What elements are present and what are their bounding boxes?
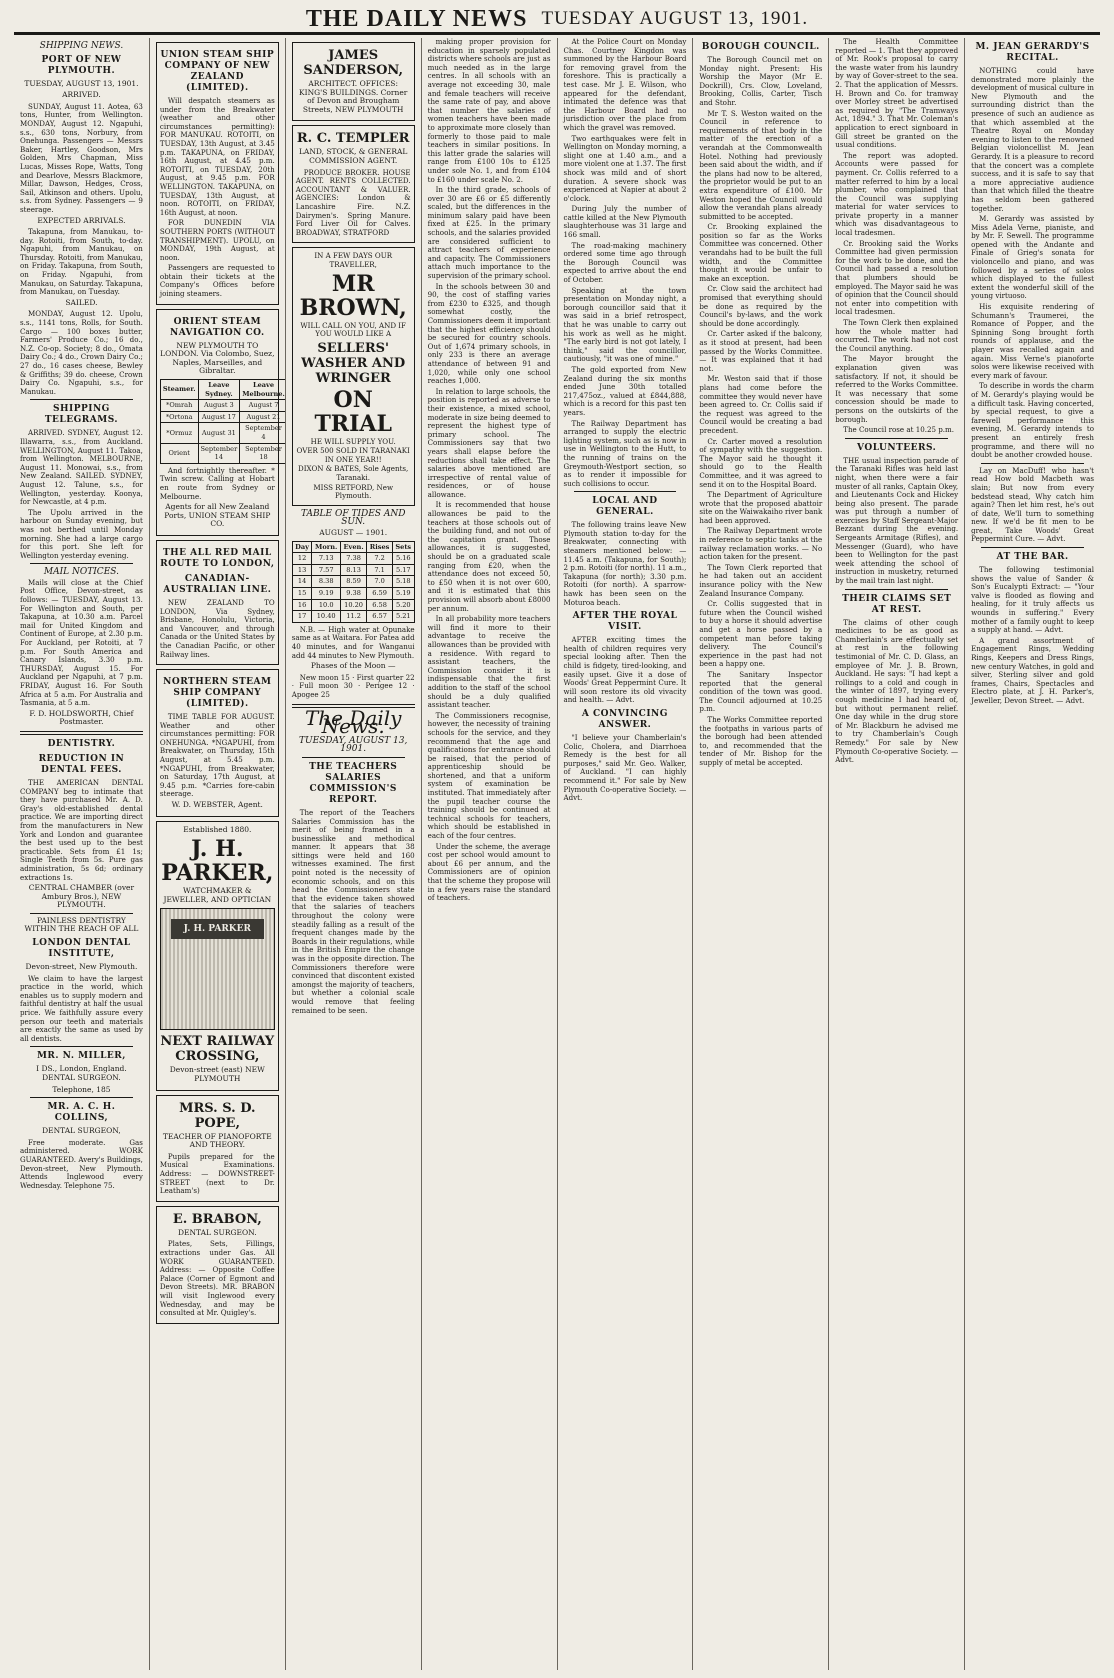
- orient-table-cell: August 17: [198, 411, 240, 423]
- orient-table-row: [160, 423, 285, 443]
- orient-table: [160, 379, 286, 464]
- tides-table-row: [292, 611, 414, 623]
- divider: [981, 547, 1084, 548]
- divider: [30, 1097, 133, 1098]
- editorial-para-5: In all probability more teachers will find it more to their advantage to receive the allowances than be provided with a residence. With regard to assistant teachers, the Commission consider it is indispensable that the first addition to the staff of the school should be a duly qualified assistant teacher.: [427, 614, 551, 710]
- northern-heading: NORTHERN STEAM SHIP COMPANY (LIMITED).: [163, 677, 272, 710]
- telegrams-text: ARRIVED. SYDNEY, August 12. Illawarra, s.s., from Auckland. WELLINGTON, August 11. Takoa, from Wellington. MELBOURNE, August 11. Monowai, s.s., from New Zealand. SAILED. SYDNEY, August 12. Talune, s.s., for Wellington, yesterday. Koonya, for Newcastle, at 4 p.m.: [20, 428, 143, 507]
- volunteers-heading: VOLUNTEERS.: [857, 442, 937, 453]
- union-heading: UNION STEAM SHIP COMPANY OF NEW ZEALAND (LIMITED).: [160, 50, 275, 93]
- tides-table-cell: 6.57: [367, 611, 393, 623]
- tides-table-cell: 7.0: [367, 576, 393, 588]
- tides-table-cell: 13: [292, 564, 312, 576]
- tides-table-cell: Sets: [392, 541, 414, 553]
- borough-para-10: Cr. Collis suggested that in future when the Council wished to buy a horse it should advertise and get a horse passed by a competent man before taking delivery. The Council's experience in the past had not been a happy one.: [699, 599, 823, 669]
- sanderson-ad: [292, 42, 415, 121]
- earthquake-item: Two earthquakes were felt in Wellington on Monday morning, a slight one at 1.40 a.m., and a more violent one at 1.37. The first shock was mild and of short duration. A severe shock was experienced at Napier at about 2 o'clock.: [563, 133, 687, 203]
- brabon-sub: DENTAL SURGEON.: [178, 1227, 257, 1237]
- brabon-ad: [156, 1206, 279, 1324]
- miller-telephone: Telephone, 185: [52, 1084, 111, 1094]
- orient-table-cell: September 14: [198, 443, 240, 463]
- recital-para-2: M. Gerardy was assisted by Miss Adela Verne, pianiste, and by Mr. F. Sewell. The programme opened with the Andante and Finale of Grieg's sonata for violoncello and piano, and was followed by a series of solos which displayed to the fullest extent the wonderful skill of the young virtuoso.: [971, 214, 1094, 301]
- on-trial: ON TRIAL: [314, 386, 392, 437]
- health-para-5: The Council rose at 10.25 p.m.: [843, 425, 955, 435]
- divider: [30, 1046, 133, 1047]
- orient-table-cell: Leave Sydney.: [198, 380, 240, 400]
- templer-heading: R. C. TEMPLER: [296, 131, 410, 147]
- railway-crossing: NEXT RAILWAY CROSSING,: [160, 1034, 275, 1065]
- police-court: At the Police Court on Monday Chas. Courtney Kingdon was summoned by the Harbour Board for removing gravel from the foreshore. This is practically a test case. Mr J. E. Wilson, who appeared for the defendant, intimated the defence was that the Harbour Board had no jurisdiction over the place from which the gravel was removed.: [563, 38, 687, 132]
- editorial-date: TUESDAY, AUGUST 13, 1901.: [298, 735, 408, 755]
- column-8: [965, 38, 1100, 1670]
- railway-sub: Devon-street (east) NEW PLYMOUTH: [169, 1065, 265, 1083]
- pope-heading: MRS. S. D. POPE,: [179, 1100, 256, 1131]
- councillor-item: Speaking at the town presentation on Monday night, a borough councillor said that it was said in a brief retrospect, that he was unable to carry out his work as well as he might. "The early bird is not got lately, I think," said the councillor, cautiously, "it was one of mine.": [563, 285, 687, 364]
- recital-para-4: To describe in words the charm of M. Gerardy's playing would be a difficult task. Having concerted, by special request, to give a farewell performance this evening, M. Gerardy intends to present an entirely fresh programme, and there will no doubt be another crowded house.: [971, 381, 1094, 460]
- tides-table-cell: Rises: [367, 541, 393, 553]
- divider: [302, 757, 405, 758]
- parker-ad: [156, 821, 279, 1091]
- railway-item: The Railway Department has arranged to supply the electric lighting system, such as is now in use in Wellington to the Hutt, to the running of trains on the Greymouth-Westport section, so as to render it impossible for such collisions to occur.: [563, 418, 687, 488]
- borough-para-11: The Sanitary Inspector reported that the general condition of the town was good. The Council adjourned at 10.25 p.m.: [699, 669, 823, 714]
- parker-sub: WATCHMAKER & JEWELLER, AND OPTICIAN: [163, 886, 272, 904]
- orient-table-cell: August 7: [240, 400, 286, 412]
- tides-table-cell: 10.20: [340, 599, 366, 611]
- mail-notices-text: Mails will close at the Chief Post Office, Devon-street, as follows: — TUESDAY, August 13. For Wellington and South, per Takapuna, at 10.30 a.m. Parcel mail for United Kingdom and Continent of Europe, at 2.30 p.m. For Auckland, per Rotoiti, at 7 p.m. For South America and Canary Islands, 3.30 p.m. THURSDAY, August 15. For Auckland per Ngapuhi, at 7 p.m. FRIDAY, August 16. For South Africa at 5 a.m. For Australia and Tasmania, at 5 a.m.: [20, 577, 143, 708]
- health-para-2: Cr. Brooking said the Works Committee had given permission for the work to be done, and the Council had passed a resolution that plumbers should be employed. The Mayor said he was of opinion that the Council should not enter into competition with local tradesmen.: [835, 238, 959, 317]
- bar-heading: AT THE BAR.: [996, 552, 1069, 563]
- bar-text: The following testimonial shows the value of Sander & Son's Eucalypti Extract: — "Your valve is flooded as flowing and healing, for it truly affects us wounds in suffering." Every mother of a family ought to keep a supply at hand. — Advt.: [971, 565, 1094, 635]
- brabon-text: Plates, Sets, Fillings, extractions under Gas. All WORK GUARANTEED. Address: — Opposite Coffee Palace (Corner of Egmont and Devon Streets). MR. BRABON will visit Inglewood every Wednesday, and may be consulted at Mr. Quigley's.: [159, 1239, 275, 1318]
- tides-table-cell: Morn.: [312, 541, 341, 553]
- tides-table-cell: 7.13: [312, 553, 341, 565]
- dixon-agents: DIXON & BATES, Sole Agents, Taranaki.: [298, 464, 409, 483]
- trial-sub: HE WILL SUPPLY YOU.: [310, 436, 396, 446]
- orient-table-cell: *Omrah: [160, 400, 198, 412]
- orient-table-cell: Leave Melbourne.: [240, 380, 286, 400]
- canadian-text: NEW ZEALAND TO LONDON, Via Sydney, Brisbane, Honolulu, Victoria, and Vancouver, and through Canada or the United States by the Canadian Pacific, or other Railway lines.: [159, 597, 275, 659]
- parker-established: Established 1880.: [183, 824, 252, 834]
- orient-table-row: [160, 380, 285, 400]
- column-7: [829, 38, 965, 1670]
- pope-sub: TEACHER OF PIANOFORTE AND THEORY.: [162, 1131, 272, 1150]
- northern-ad: [156, 669, 279, 817]
- orient-table-cell: August 31: [198, 423, 240, 443]
- masthead-rule: [14, 34, 1100, 35]
- telegrams-heading: SHIPPING TELEGRAMS.: [44, 404, 119, 426]
- editorial-lead: making proper provision for education in sparsely populated districts where schools are just as much needed as in the large centres. In all schools with an average not exceeding 30, male and female teachers will receive the same rate of pay, and above that number the salaries of women teachers have been made to approximate more closely than formerly to those paid to male teachers in similar positions. In this latter grade the salaries will range from £100 10s to £125 under sole No. 1, and from £104 to £160 under scale No. 2.: [427, 38, 551, 184]
- editorial-para-4: It is recommended that house allowances be paid to the teachers at those schools out of the building fund, and not out of the capitation grant. Those allowances, it is suggested, should be on a graduated scale ranging from £20, when the attendance does not exceed 50, to £50 when it is not over 600, and it is estimated that this provision will absorb about £8000 per annum.: [427, 500, 551, 613]
- tides-note: N.B. — High water at Opunake same as at Waitara. For Patea add 40 minutes, and for Wanganui add 44 minutes to New Plymouth.: [291, 624, 415, 660]
- tides-table: [292, 541, 415, 623]
- divider: [30, 913, 133, 914]
- borough-para-1: Mr T. S. Weston waited on the Council in reference to requirements of that body in the matter of the erection of a verandah at the Commonwealth Hotel. Nothing had previously been said about the width, and if the plans had now to be altered, the proprietor would be put to an extra expenditure of £100. Mr Weston hoped the Council would allow the verandah plans already submitted to be accepted.: [699, 108, 823, 221]
- tides-table-cell: 7.57: [312, 564, 341, 576]
- orient-heading: ORIENT STEAM NAVIGATION CO.: [169, 316, 265, 338]
- shop-sign: J. H. PARKER: [171, 919, 264, 939]
- mr-brown: MR BROWN,: [299, 270, 407, 321]
- teachers-heading: THE TEACHERS SALARIES COMMISSION'S REPORT.: [309, 761, 398, 805]
- central-chamber: CENTRAL CHAMBER (over Ambury Bros.), NEW PLYMOUTH.: [28, 883, 135, 910]
- editorial-para-3: In relation to large schools, the position is reported as adverse to their existence, a mixed school, moderate in size being deemed to represent the highest type of primary school. The Commissioners say that two years shall elapse before the reductions shall take effect. The salaries above mentioned are irrespective of rental value of residences, or of house allowance.: [427, 386, 551, 499]
- reduction-heading: REDUCTION IN DENTAL FEES.: [38, 753, 125, 775]
- column-6: [693, 38, 829, 1670]
- pope-ad: [156, 1095, 279, 1202]
- tides-table-cell: 7.1: [367, 564, 393, 576]
- royal-visit-text: AFTER exciting times the health of children requires very special looking after. Then the child is fidgety, tired-looking, and easily upset. Give it a dose of Woods' Great Peppermint Cure. It will soon restore its old vivacity and health. — Advt.: [563, 635, 687, 705]
- columns: [14, 38, 1100, 1670]
- tides-table-cell: 5.18: [392, 576, 414, 588]
- column-5: [558, 38, 694, 1670]
- tides-table-cell: 12: [292, 553, 312, 565]
- upolu-paragraph: The Upolu arrived in the harbour on Sunday evening, but was not berthed until Monday morning. She had a large cargo for this port. She left for Wellington yesterday evening.: [20, 507, 143, 560]
- collins-text: Free moderate. Gas administered. WORK GUARANTEED. Avery's Buildings, Devon-street, New Plymouth. Attends Inglewood every Wednesday. Telephone 75.: [20, 1137, 143, 1190]
- claims-text: The claims of other cough medicines to be as good as Chamberlain's are effectually set at rest in the following testimonial of Mr. C. D. Glass, an employee of Mr. J. B. Brown, Auckland. He says: "I had kept a rollings to a cold and cough in the winter of 1897, trying every cough medicine I had heard of, but without permanent relief. One day while in the drug store of Mr. Blackburn he advised me to try Chamberlain's Cough Remedy." For sale by New Plymouth Co-operative Society. — Advt.: [835, 617, 959, 765]
- orient-table-row: [160, 443, 285, 463]
- column-3: [286, 38, 422, 1670]
- local-general-text: The following trains leave New Plymouth station to-day for the Breakwater, connecting with steamers mentioned below: — 11.45 a.m. (Takapuna, for South); 2 p.m. Rotoiti (for north). 11 a.m., Takapuna (for north); 3.30 p.m. Rotoiti (for north). A sparrow-hawk has been seen on the Moturoa beach.: [563, 520, 687, 607]
- tides-table-cell: 14: [292, 576, 312, 588]
- column-2: [150, 38, 286, 1670]
- orient-table-cell: Steamer.: [160, 380, 198, 400]
- tides-table-cell: 8.38: [312, 576, 341, 588]
- tides-table-row: [292, 564, 414, 576]
- expected-text: Takapuna, from Manukau, to-day. Rotoiti, from South, to-day. Ngapuhi, from Manukau, on Thursday. Rotoiti, from Manukau, on Friday. Takapuna, from South, on Friday. Ngapuhi, from Manukau, on Saturday. Takapuna, from Manukau, on Tuesday.: [20, 227, 143, 297]
- borough-para-7: The Department of Agriculture wrote that the proposed abattoir site on the Waiwakaiho river bank had been approved.: [699, 490, 823, 525]
- tides-table-cell: 5.20: [392, 599, 414, 611]
- recital-lead: NOTHING could have demonstrated more plainly the development of musical culture in New Plymouth and the surrounding district than the presence of such an audience as that which assembled at the Theatre Royal on Monday evening to listen to the renowned Belgian violoncellist M. Jean Gerardy. It is a pleasure to record that the concert was a complete success, and it is safe to say that a more appreciative audience than that which filled the theatre has seldom been gathered together.: [971, 66, 1094, 213]
- divider: [30, 563, 133, 564]
- postmaster: F. D. HOLDSWORTH, Chief Postmaster.: [29, 708, 134, 727]
- tides-table-row: [292, 588, 414, 600]
- orient-table-row: [160, 411, 285, 423]
- union-south: FOR DUNEDIN VIA SOUTHERN PORTS (WITHOUT TRANSHIPMENT). UPOLU, on MONDAY, 19th August, at noon.: [159, 218, 275, 262]
- borough-para-9: The Town Clerk reported that he had taken out an accident insurance policy with the New Zealand Insurance Company.: [699, 562, 823, 598]
- painless-heading: PAINLESS DENTISTRY WITHIN THE REACH OF ALL: [24, 915, 139, 934]
- borough-para-6: Cr. Carter moved a resolution of sympathy with the suggestion. The Mayor said he thought it should go to the Health Committee, and it was agreed to send it on to the Hospital Board.: [699, 436, 823, 489]
- claims-heading: THEIR CLAIMS SET AT REST.: [842, 593, 952, 615]
- divider: [574, 491, 677, 492]
- tides-table-cell: 7.2: [367, 553, 393, 565]
- orient-table-cell: September 4: [240, 423, 286, 443]
- column-1: [14, 38, 150, 1670]
- shipping-date: TUESDAY, AUGUST 13, 1901.: [24, 78, 139, 88]
- daily-news-logo: The Daily News.: [304, 705, 402, 739]
- orient-agents: Agents for all New Zealand Ports, UNION STEAM SHIP CO.: [164, 502, 271, 529]
- orient-table-cell: August 3: [198, 400, 240, 412]
- tides-table-cell: 5.19: [392, 588, 414, 600]
- orient-note: And fortnightly thereafter. * Twin screw. Calling at Hobart en route from Sydney or Melbourne.: [159, 465, 275, 501]
- miller-heading: MR. N. MILLER,: [36, 1051, 126, 1062]
- editorial-para-6: The Commissioners recognise, however, the necessity of training schools for the service, and they recommend that the age and qualifications for entrance should be raised, that the period of apprenticeship should be shortened, and that a uniform system of examination be instituted. That immediately after the pupil teacher course the training should be continued at technical schools for teachers, which should be established in each of the four centres.: [427, 710, 551, 841]
- editorial-para-1: In the third grade, schools of over 30 are £6 or £5 differently scaled, but the differences in the minimum salary paid have been fixed at £25. In the primary schools, and the salaries provided are considered sufficient to attract teachers of experience and capacity. The Commissioners attach much importance to the supervision of the primary school.: [427, 185, 551, 281]
- arrived-heading: ARRIVED.: [62, 90, 101, 100]
- orient-sub: NEW PLYMOUTH TO LONDON. Via Colombo, Suez, Naples, Marseilles, and Gibraltar.: [160, 340, 275, 376]
- sold-count: OVER 500 SOLD IN TARANAKI IN ONE YEAR!!: [296, 446, 410, 464]
- orient-table-cell: *Ormuz: [160, 423, 198, 443]
- editorial-para-7: Under the scheme, the average cost per school would amount to about £6 per annum, and the Commissioners are of opinion that the scheme they propose will in a few years raise the standard of teachers.: [427, 841, 551, 903]
- royal-visit-heading: AFTER THE ROYAL VISIT.: [572, 611, 678, 633]
- divider: [30, 399, 133, 400]
- sailed-text: MONDAY, August 12. Upolu, s.s., 1141 tons, Rolls, for South. Cargo — 100 boxes butter, Farmers' Produce Co.; 16 do., N.Z. Co-op. Society; 8 do., Omata Dairy Co.; 4 do., Crown Dairy Co.; 27 do., 16 cases cheese, Bewley & Griffiths; 39 do. cheese, Crown Dairy Co. Ngapuhi, s.s., for Manukau.: [20, 309, 143, 396]
- tides-table-cell: 10.0: [312, 599, 341, 611]
- orient-table-cell: September 18: [240, 443, 286, 463]
- orient-table-cell: August 21: [240, 411, 286, 423]
- convincing-text: "I believe your Chamberlain's Colic, Cholera, and Diarrhoea Remedy is the best for all purposes," said Mr. Geo. Walker, of Auckland. "I can highly recommend it." For sale by New Plymouth Co-operative Society. — Advt.: [563, 732, 687, 803]
- recital-para-3: His exquisite rendering of Schumann's Traumerei, the Romance of Popper, and the Spinning Song brought forth rounds of applause, and the player was recalled again and again. Miss Verne's pianoforte solos were likewise received with every mark of favour.: [971, 302, 1094, 380]
- convincing-heading: A CONVINCING ANSWER.: [581, 708, 668, 730]
- tides-table-cell: 7.38: [340, 553, 366, 565]
- retford-agent: MISS RETFORD, New Plymouth.: [313, 482, 394, 501]
- cattle-item: During July the number of cattle killed at the New Plymouth slaughterhouse was 31 large and 166 small.: [563, 204, 687, 240]
- divider: [845, 438, 948, 439]
- tides-table-cell: 9.19: [312, 588, 341, 600]
- tides-table-cell: 5.17: [392, 564, 414, 576]
- tides-table-cell: 17: [292, 611, 312, 623]
- double-rule: [20, 731, 143, 735]
- templer-text: PRODUCE BROKER. HOUSE AGENT. RENTS COLLECTED. ACCOUNTANT & VALUER. AGENCIES: London & Lancashire Fire. N.Z. Dairymen's. Spring Manure. Ford Liver Oil for Calves. BROADWAY, STRATFORD: [295, 167, 411, 237]
- miller-sub: I DS., London, England. DENTAL SURGEON.: [36, 1064, 127, 1082]
- column-4: [422, 38, 558, 1670]
- tides-table-cell: 15: [292, 588, 312, 600]
- teachers-text: The report of the Teachers Salaries Commission has the merit of being framed in a businesslike and methodical manner. It appears that 38 sittings were held and 160 witnesses examined. The first point noted is the necessity of economic schools, and on this head the Commissioners state that the evidence taken showed that the salaries of teachers throughout the colony were steadily falling as a result of the frequent changes made by the Boards in their regulations, while in the British Empire the change was in the opposite direction. The Commissioners therefore were convinced that discontent existed amongst the majority of teachers, but whether a colonial scale would remove that feeling remained to be seen.: [291, 807, 415, 1015]
- road-item: The road-making machinery ordered some time ago through the Borough Council was expected to arrive about the end of October.: [563, 240, 687, 285]
- issue-date: TUESDAY AUGUST 13, 1901.: [541, 8, 809, 29]
- borough-council-heading: BOROUGH COUNCIL.: [701, 42, 820, 52]
- tides-sub: AUGUST — 1901.: [319, 528, 388, 538]
- tides-table-cell: Day: [292, 541, 312, 553]
- tides-table-cell: 6.59: [367, 588, 393, 600]
- sellers-washer: SELLERS' WASHER AND WRINGER: [301, 340, 406, 386]
- templer-sub: LAND, STOCK, & GENERAL COMMISSION AGENT.: [298, 147, 408, 165]
- borough-lead: The Borough Council met on Monday night. Present: His Worship the Mayor (Mr E. Dockrill), Crs. Clow, Loveland, Brooking, Collis, Carter, Tisch and Stohr.: [699, 55, 823, 107]
- tides-table-row: [292, 576, 414, 588]
- canadian-heading: CANADIAN-AUSTRALIAN LINE.: [163, 573, 272, 595]
- sanderson-heading: JAMES SANDERSON,: [303, 48, 403, 78]
- verse-advert: Lay on MacDuff! who hasn't read How bold Macbeth was slain; But now from every bedstead stead, Why catch him again? Then let him rest, he's out of date, We'll turn to something new. If we'd be fit men to be great, Take Woods' Great Peppermint Cure. — Advt.: [971, 465, 1094, 544]
- recital-heading: M. JEAN GERARDY'S RECITAL.: [975, 42, 1090, 63]
- london-dental-text: We claim to have the largest practice in the world, which enables us to supply modern and faithful dentistry at half the usual price. We faithfully assure every person our teeth and materials are exactly the same as used by all dentists.: [20, 973, 143, 1043]
- divider: [845, 589, 948, 590]
- health-lead: The Health Committee reported — 1. That they approved of Mr. Rook's proposal to carry the waste water from his laundry by way of Gover-street to the sea. 2. That the application of Messrs. H. Brown and Co. for tramway over Morley street be advertised as required by "The Tramways Act, 1894." 3. That Mr. Coleman's application to erect signboard in Gill street be granted on the usual conditions.: [835, 38, 959, 150]
- templer-ad: [292, 125, 415, 243]
- tides-table-cell: Even.: [340, 541, 366, 553]
- tides-table-row: [292, 541, 414, 553]
- newspaper-title: THE DAILY NEWS: [305, 5, 528, 32]
- all-red-heading: THE ALL RED MAIL ROUTE TO LONDON,: [160, 547, 275, 569]
- health-para-4: The Mayor brought the explanation given was satisfactory. If not, it should be referred to the Works Committee. It was necessary that some concession should be made to persons on the outskirts of the borough.: [835, 354, 959, 424]
- tides-table-cell: 6.58: [367, 599, 393, 611]
- volunteers-text: THE usual inspection parade of the Taranaki Rifles was held last night, when there were a fair muster of all ranks, Captain Okey, and Lieutenants Cock and Hickey being also present. The parade was put through a number of exercises by Staff Sergeant-Major Bezzant during the evening. Sergeants Armitage (Rifles), and Messenger (Guard), who have been to Wellington for the past week attending the school of instruction in musketry, returned by the mail train last night.: [835, 455, 959, 586]
- brown-text: WILL CALL ON YOU, AND IF YOU WOULD LIKE A: [300, 320, 406, 339]
- moon-text: New moon 15 · First quarter 22 · Full moon 30 · Perigee 12 · Apogee 25: [291, 672, 415, 699]
- masthead: [14, 6, 1100, 34]
- union-text: Will despatch steamers as under from the Breakwater (weather and other circumstances permitting): FOR MANUKAU. ROTOITI, on TUESDAY, 13th August, at 3.45 p.m. TAKAPUNA, on FRIDAY, 16th August, at 4.45 p.m. ROTOITI, on TUESDAY, 20th August, at 9.45 p.m. FOR WELLINGTON. TAKAPUNA, on TUESDAY, 13th August, at noon. ROTOITI, on FRIDAY, 16th August, at noon.: [159, 96, 275, 217]
- collins-heading: MR. A. C. H. COLLINS,: [47, 1102, 116, 1124]
- dental-ad-text: THE AMERICAN DENTAL COMPANY beg to intimate that they have purchased Mr. A. D. Gray's old-established dental practice. We are importing direct from the manufacturers in New York and London and guarantee the best used up to the best practicable. Sets from £1 1s; Single Teeth from 5s. Pure gas administration, 5s 6d; ordinary extractions 1s.: [20, 777, 143, 882]
- borough-para-4: Cr. Carter asked if the balcony, as it stood at present, had been passed by the Works Committee. — It was explained that it had not.: [699, 329, 823, 373]
- borough-para-5: Mr. Weston said that if those plans had come before the committee they would never have been agreed to. Cr. Collis said if the request was agreed to the Council would be creating a bad precedent.: [699, 374, 823, 435]
- parker-heading: J. H. PARKER,: [161, 836, 274, 887]
- orient-table-row: [160, 400, 285, 412]
- webster-agent: W. D. WEBSTER, Agent.: [171, 800, 263, 810]
- divider: [981, 463, 1084, 464]
- tides-table-row: [292, 599, 414, 611]
- port-heading: PORT OF NEW PLYMOUTH.: [41, 54, 122, 76]
- borough-para-12: The Works Committee reported the footpaths in various parts of the borough had been attended to, and recommended that the tender of Mr. Bishop for the supply of metal be accepted.: [699, 714, 823, 767]
- london-dental-address: Devon-street, New Plymouth.: [25, 962, 138, 972]
- tides-table-cell: 16: [292, 599, 312, 611]
- gold-item: The gold exported from New Zealand during the six months ended June 30th totalled 217,475oz., valued at £844,888, which is a record for this past ten years.: [563, 364, 687, 417]
- health-para-3: The Town Clerk then explained how the whole matter had occurred. The work had not cost the Council anything.: [835, 318, 959, 353]
- jewellery-advert: A grand assortment of Engagement Rings, Wedding Rings, Keepers and Dress Rings, new century Watches, in gold and silver, Sterling silver and gold frames, Chairs, Spectacles and Electro plate, at J. H. Parker's, Jeweller, Devon Street. — Advt.: [971, 635, 1094, 705]
- brabon-heading: E. BRABON,: [172, 1211, 262, 1227]
- tides-table-cell: 5.21: [392, 611, 414, 623]
- borough-para-8: The Railway Department wrote in reference to septic tanks at the railway reclamation works. — No action taken for the present.: [699, 526, 823, 562]
- tides-table-row: [292, 553, 414, 565]
- collins-sub: DENTAL SURGEON,: [42, 1126, 121, 1136]
- tides-table-cell: 11.2: [340, 611, 366, 623]
- all-red-ad: [156, 540, 279, 665]
- union-steam-ad: [156, 42, 279, 305]
- tides-heading: TABLE OF TIDES AND SUN.: [300, 508, 406, 528]
- pope-text: Pupils prepared for the Musical Examinations. Address: — DOWNSTREET-STREET (next to Dr. Leatham's): [159, 1151, 275, 1196]
- arrived-text: SUNDAY, August 11. Aotea, 63 tons, Hunter, from Wellington. MONDAY, August 12. Ngapuhi, s.s., 630 tons, Norbury, from Onehunga. Passengers — Messrs Baker, Hartley, Goodson, Mrs Golden, Mrs Chapman, Miss Lucas, Misses Rope, Watts, Tong and Dearlove, Messrs Blackmore, Millar, Dawson, Hedges, Cross, Sail, Atkinson and others. Upolu, s.s. from Sydney. Passengers — 9 steerage.: [20, 101, 143, 214]
- borough-para-2: Cr. Brooking explained the position so far as the Works Committee was concerned. Other verandahs had to be built the full width, and the Committee thought it would be unfair to make an exception.: [699, 222, 823, 283]
- sailed-heading: SAILED.: [65, 297, 98, 307]
- dentistry-heading: DENTISTRY.: [47, 738, 116, 749]
- tides-table-cell: 9.38: [340, 588, 366, 600]
- tides-table-cell: 8.13: [340, 564, 366, 576]
- borough-para-3: Cr. Clow said the architect had promised that everything should be done as required by the Council's by-laws, and the work should be done accordingly.: [699, 284, 823, 328]
- tides-table-cell: 10.40: [312, 611, 341, 623]
- sellers-washer-ad: [292, 247, 415, 506]
- tides-table-cell: 5.16: [392, 553, 414, 565]
- union-note: Passengers are requested to obtain their tickets at the Company's Offices before joining steamers.: [159, 263, 275, 299]
- local-general-heading: LOCAL AND GENERAL.: [592, 496, 658, 518]
- shipping-news-heading: SHIPPING NEWS.: [39, 41, 124, 51]
- mail-notices-heading: MAIL NOTICES.: [43, 567, 119, 578]
- health-para-1: The report was adopted. Accounts were passed for payment. Cr. Collis referred to a matter referred to him by a local plumber, who complained that the Council was supplying material for water services to private property in a manner which was disadvantageous to local tradesmen.: [835, 150, 959, 238]
- expected-heading: EXPECTED ARRIVALS.: [37, 215, 126, 225]
- moon-heading: Phases of the Moon —: [310, 661, 396, 671]
- orient-table-cell: *Ortona: [160, 411, 198, 423]
- sanderson-sub: ARCHITECT. OFFICES: KING'S BUILDINGS. Corner of Devon and Brougham Streets, NEW PLYMOUTH: [299, 79, 408, 114]
- shopfront-engraving: [160, 908, 275, 1030]
- london-dental-heading: LONDON DENTAL INSTITUTE,: [32, 938, 131, 960]
- few-days-heading: IN A FEW DAYS OUR TRAVELLER,: [314, 251, 393, 269]
- orient-ad: [156, 309, 285, 536]
- editorial-para-2: In the schools between 30 and 90, the cost of staffing varies from £230 to £325, and though somewhat costly, the Commissioners deem it important that the highest efficiency should be secured for country schools. Out of 1,674 primary schools, in only 233 is there an average attendance of between 91 and 1,020, while only one school reaches 1,000.: [427, 281, 551, 386]
- tides-table-cell: 8.59: [340, 576, 366, 588]
- northern-text: TIME TABLE FOR AUGUST. Weather and other circumstances permitting: FOR ONEHUNGA. *NGAPUHI, from Breakwater, on Thursday, 15th August, at 5.45 p.m. *NGAPUHI, from Breakwater, on Saturday, 17th August, at 9.45 p.m. *Carries fore-cabin steerage.: [159, 712, 275, 799]
- orient-table-cell: Orient: [160, 443, 198, 463]
